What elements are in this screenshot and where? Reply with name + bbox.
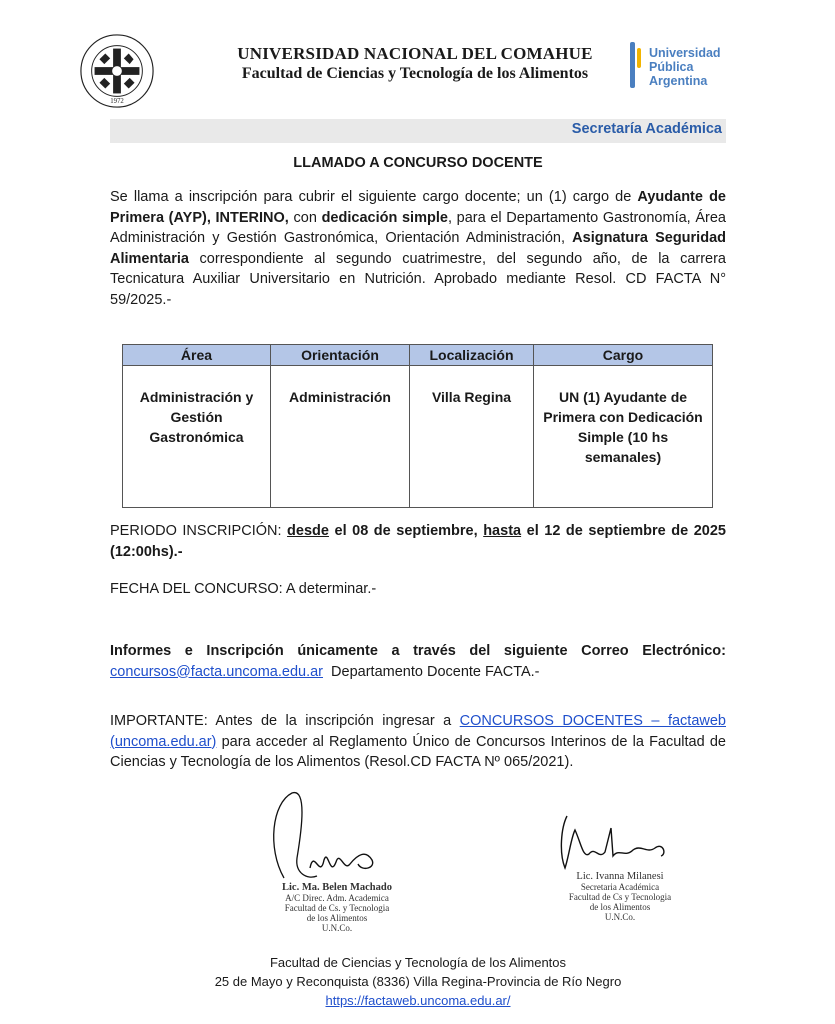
faculty-name: Facultad de Ciencias y Tecnología de los Alimentos xyxy=(241,65,589,82)
intro-text: con xyxy=(288,209,322,226)
signature-1-scribble xyxy=(262,788,412,888)
concursos-docentes-link[interactable]: CONCURSOS DOCENTES – factaweb (uncoma.edu.ar) xyxy=(110,713,726,750)
svg-text:1972: 1972 xyxy=(110,98,124,106)
university-name: UNIVERSIDAD NACIONAL DEL COMAHUE xyxy=(237,44,593,63)
university-seal-logo xyxy=(78,32,156,110)
footer-url-wrapper xyxy=(110,993,726,1008)
upa-flag-icon xyxy=(627,38,647,92)
signature-2-block xyxy=(555,871,685,922)
periodo-hasta: hasta xyxy=(483,523,522,539)
signature-2-role: U.N.Co. xyxy=(604,912,636,922)
importante-paragraph xyxy=(110,711,726,773)
signature-2-role: de los Alimentos xyxy=(589,902,651,912)
intro-text: , para el Departamento Gastronomía, Área Administración y Gestión Gastronómica, Orientación Administración, xyxy=(110,209,726,246)
signature-1-block xyxy=(262,882,412,933)
periodo-text: el 12 de septiembre de 2025 (12:00hs).- xyxy=(110,523,727,560)
email-link[interactable]: concursos@facta.uncoma.edu.ar xyxy=(110,663,323,680)
secretaria-academica-label: Secretaría Académica xyxy=(571,121,722,137)
position-table xyxy=(122,344,713,508)
signature-2-name: Lic. Ivanna Milanesi xyxy=(576,871,664,882)
signature-2-role: Facultad de Cs y Tecnologia xyxy=(568,892,672,902)
table-header-cargo: Cargo xyxy=(534,345,713,366)
footer-faculty: Facultad de Ciencias y Tecnología de los Alimentos xyxy=(269,955,567,970)
signature-1-role: U.N.Co. xyxy=(321,923,353,933)
signature-1-role: Facultad de Cs. y Tecnologia xyxy=(284,903,390,913)
intro-bold: Asignatura Seguridad Alimentaria xyxy=(110,230,726,267)
informes-paragraph xyxy=(110,641,726,682)
intro-bold: Ayudante de Primera (AYP), INTERINO, xyxy=(110,189,726,226)
table-cell-cargo: UN (1) Ayudante de Primera con Dedicación Simple (10 hs semanales) xyxy=(534,366,713,508)
signature-1-role: de los Alimentos xyxy=(306,913,368,923)
table-header-orientacion: Orientación xyxy=(271,345,410,366)
document-heading: LLAMADO A CONCURSO DOCENTE xyxy=(293,155,543,171)
table-header-localizacion: Localización xyxy=(410,345,534,366)
footer-website-link[interactable]: https://factaweb.uncoma.edu.ar/ xyxy=(325,993,511,1008)
table-header-area: Área xyxy=(123,345,271,366)
signature-1-name: Lic. Ma. Belen Machado xyxy=(282,882,392,893)
table-cell-localizacion: Villa Regina xyxy=(410,366,534,508)
informes-dept: Departamento Docente FACTA.- xyxy=(323,663,540,680)
intro-text: Se llama a inscripción para cubrir el siguiente cargo docente; un (1) cargo de xyxy=(110,189,638,205)
importante-text: IMPORTANTE: Antes de la inscripción ingresar a xyxy=(110,713,460,729)
fecha-concurso: FECHA DEL CONCURSO: A determinar.- xyxy=(110,581,377,597)
upa-line: Pública xyxy=(649,60,694,74)
universidad-publica-argentina-logo xyxy=(627,38,737,92)
footer-address: 25 de Mayo y Reconquista (8336) Villa Regina-Provincia de Río Negro xyxy=(214,974,622,989)
intro-text: correspondiente al segundo cuatrimestre, del segundo año, de la carrera Tecnicatura Auxiliar Universitario en Nutrición. Aprobado mediante Resol. CD FACTA N° 59/2025.- xyxy=(110,250,726,308)
table-cell-orientacion: Administración xyxy=(271,366,410,508)
informes-bold: Informes e Inscripción únicamente a través del siguiente Correo Electrónico: xyxy=(110,643,726,659)
upa-line: Universidad xyxy=(649,46,721,60)
table-cell-area: Administración y Gestión Gastronómica xyxy=(123,366,271,508)
signature-1-role: A/C Direc. Adm. Academica xyxy=(285,893,389,903)
intro-paragraph xyxy=(110,187,726,310)
signature-2-scribble xyxy=(555,808,685,878)
periodo-text: el 08 de septiembre, xyxy=(328,523,484,539)
intro-bold: dedicación simple xyxy=(321,209,448,226)
periodo-inscripcion xyxy=(110,521,726,562)
table-header-row xyxy=(123,345,713,366)
periodo-desde: desde xyxy=(287,523,329,539)
table-row xyxy=(123,366,713,508)
signature-2-role: Secretaria Académica xyxy=(580,882,660,892)
periodo-label: PERIODO INSCRIPCIÓN: xyxy=(110,523,288,539)
upa-line: Argentina xyxy=(649,74,708,88)
importante-text: para acceder al Reglamento Único de Concursos Interinos de la Facultad de Ciencias y Tecnología de los Alimentos (Resol.CD FACTA Nº 065/2021). xyxy=(110,733,726,770)
